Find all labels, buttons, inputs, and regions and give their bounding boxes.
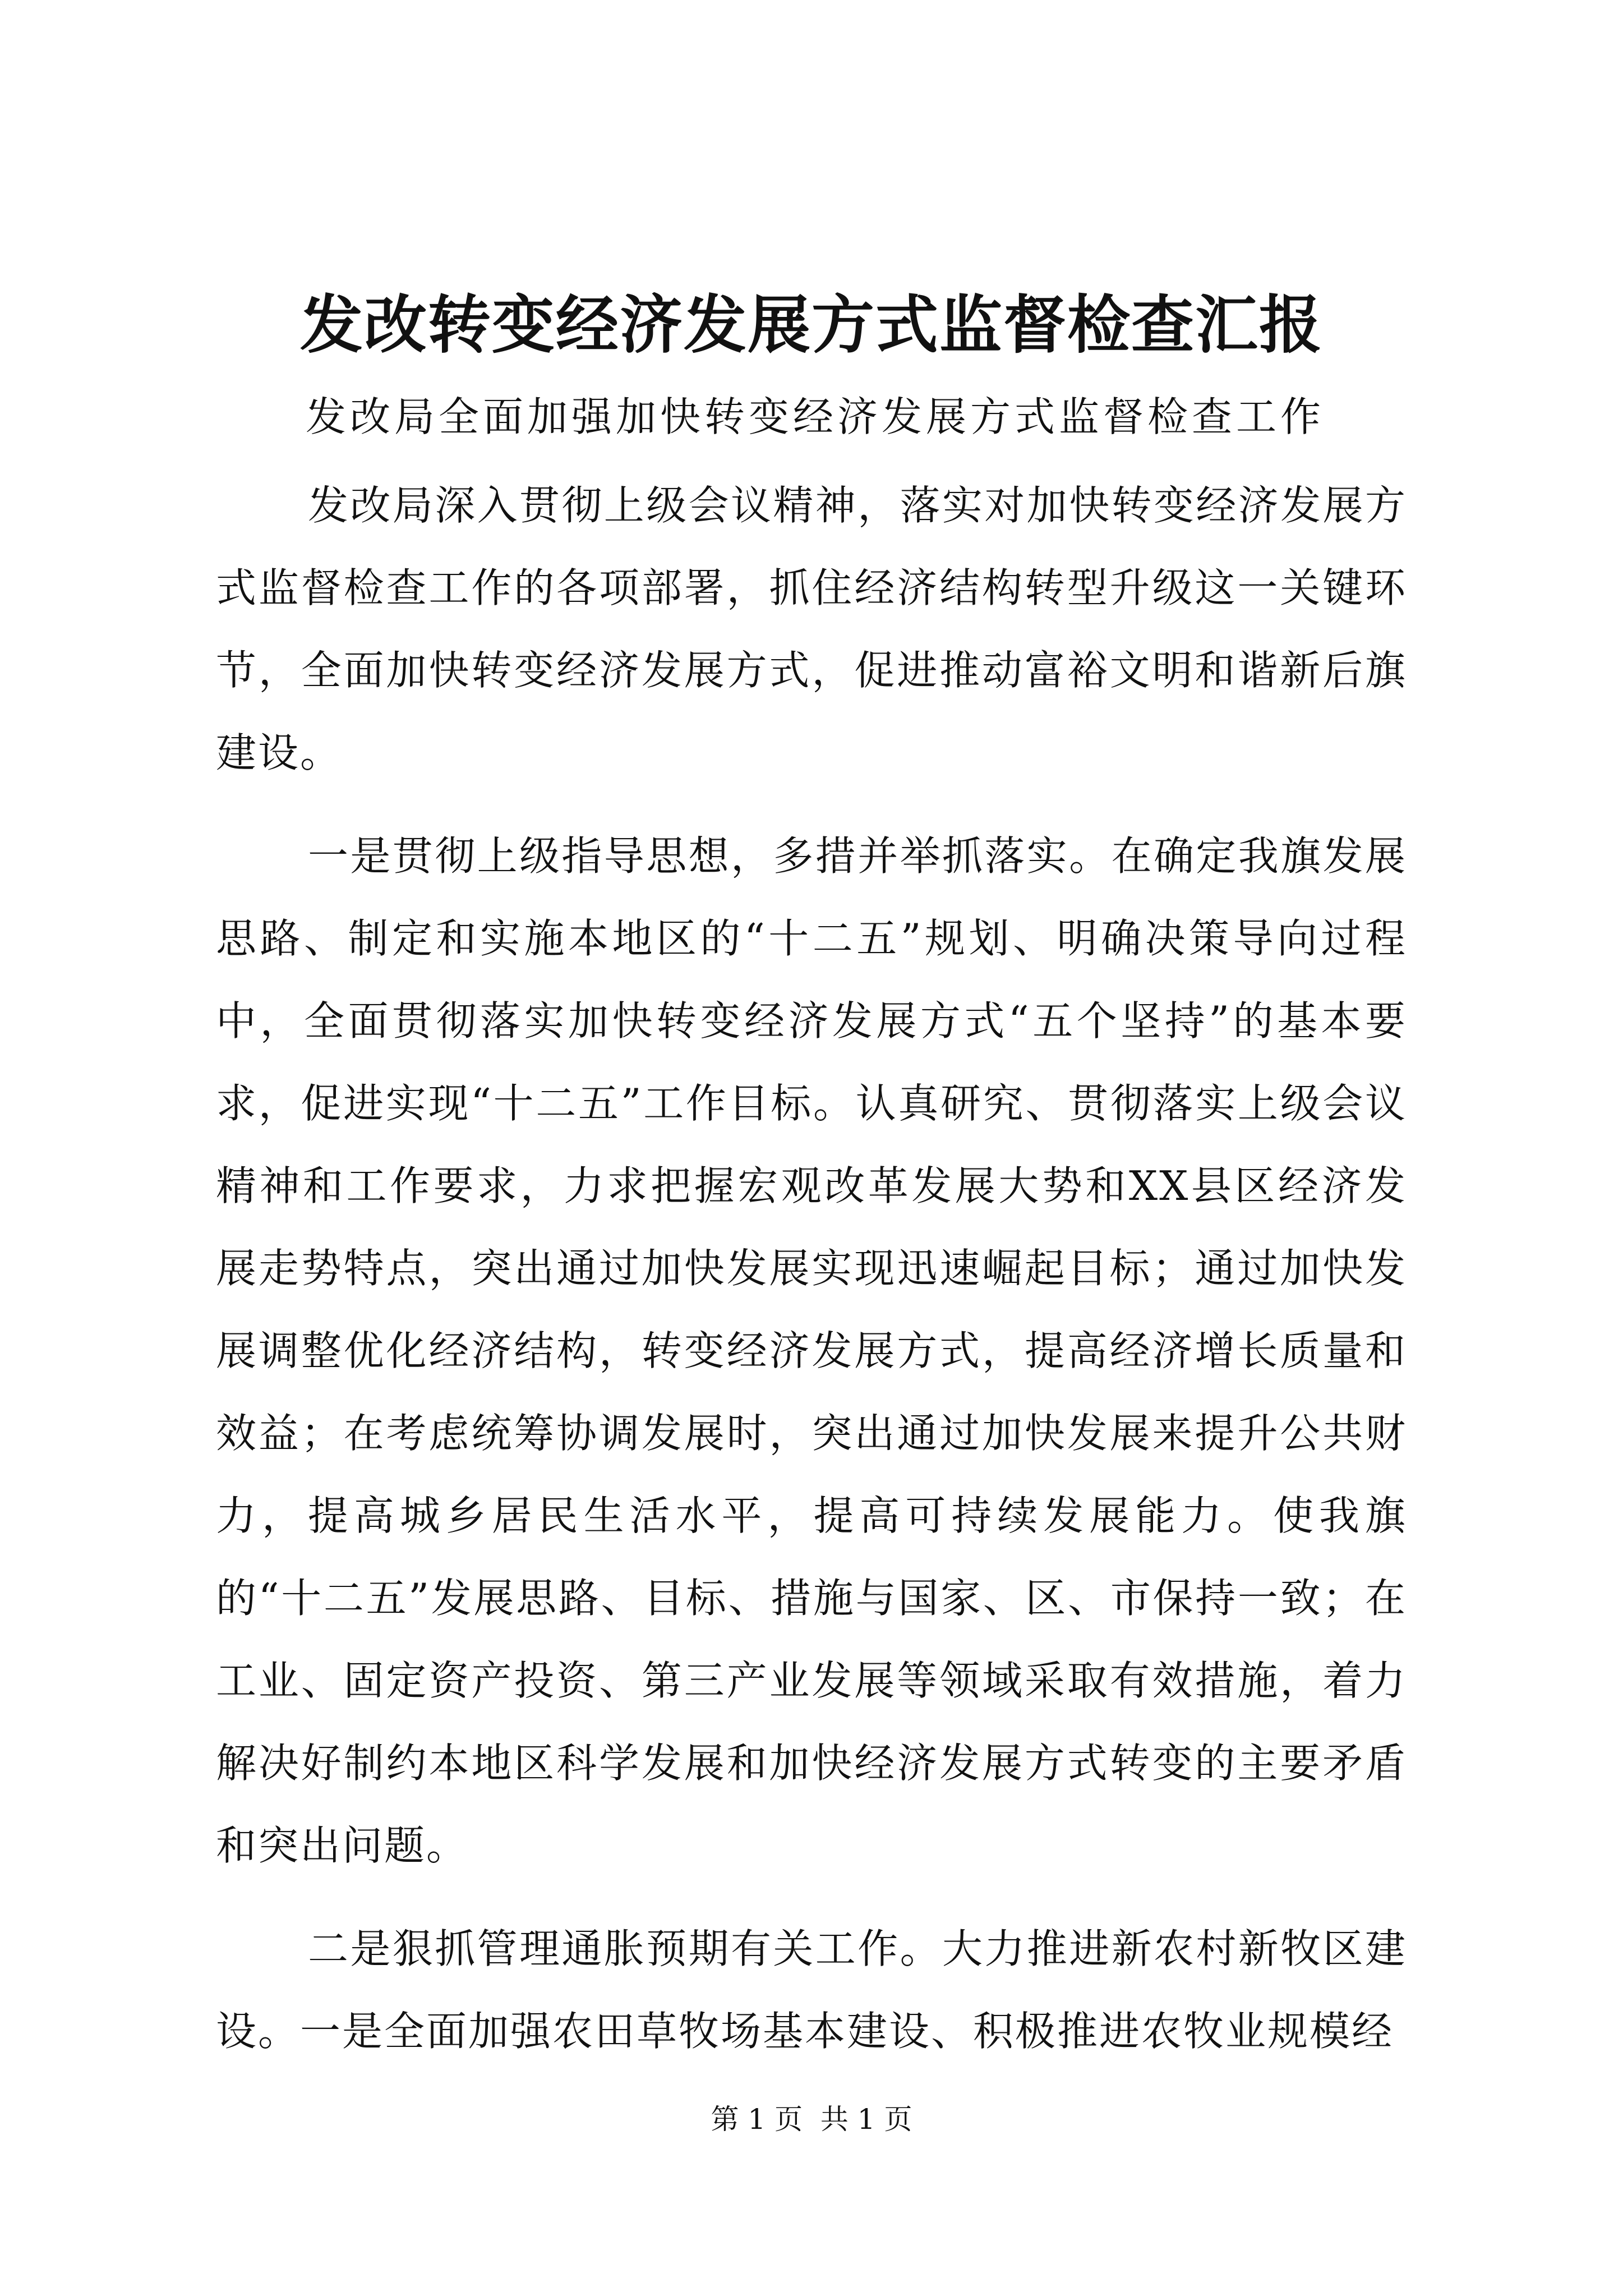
- document-title: 发改转变经济发展方式监督检查汇报: [300, 288, 1323, 362]
- paragraph-intro: 发改局深入贯彻上级会议精神，落实对加快转变经济发展方式监督检查工作的各项部署，抓住经济结构转型升级这一关键环节，全面加快转变经济发展方式，促进推动富裕文明和谐新后旗建设。: [216, 482, 1407, 776]
- paragraph-point-two: 二是狠抓管理通胀预期有关工作。大力推进新农村新牧区建设。一是全面加强农田草牧场基本建设、积极推进农牧业规模经: [216, 1925, 1407, 2055]
- paragraph-point-one: 一是贯彻上级指导思想，多措并举抓落实。在确定我旗发展思路、制定和实施本地区的“十二五”规划、明确决策导向过程中，全面贯彻落实加快转变经济发展方式“五个坚持”的基本要求，促进实现“十二五”工作目标。认真研究、贯彻落实上级会议精神和工作要求，力求把握宏观改革发展大势和XX县区经济发展走势特点，突出通过加快发展实现迅速崛起目标；通过加快发展调整优化经济结构，转变经济发展方式，提高经济增长质量和效益；在考虑统筹协调发展时，突出通过加快发展来提升公共财力，提高城乡居民生活水平，提高可持续发展能力。使我旗的“十二五”发展思路、目标、措施与国家、区、市保持一致；在工业、固定资产投资、第三产业发展等领域采取有效措施，着力解决好制约本地区科学发展和加快经济发展方式转变的主要矛盾和突出问题。: [216, 832, 1407, 1869]
- page-footer: 第 1 页 共 1 页: [711, 2103, 912, 2136]
- document-body: [216, 464, 1407, 2093]
- document-subtitle: 发改局全面加强加快转变经济发展方式监督检查工作: [306, 393, 1325, 440]
